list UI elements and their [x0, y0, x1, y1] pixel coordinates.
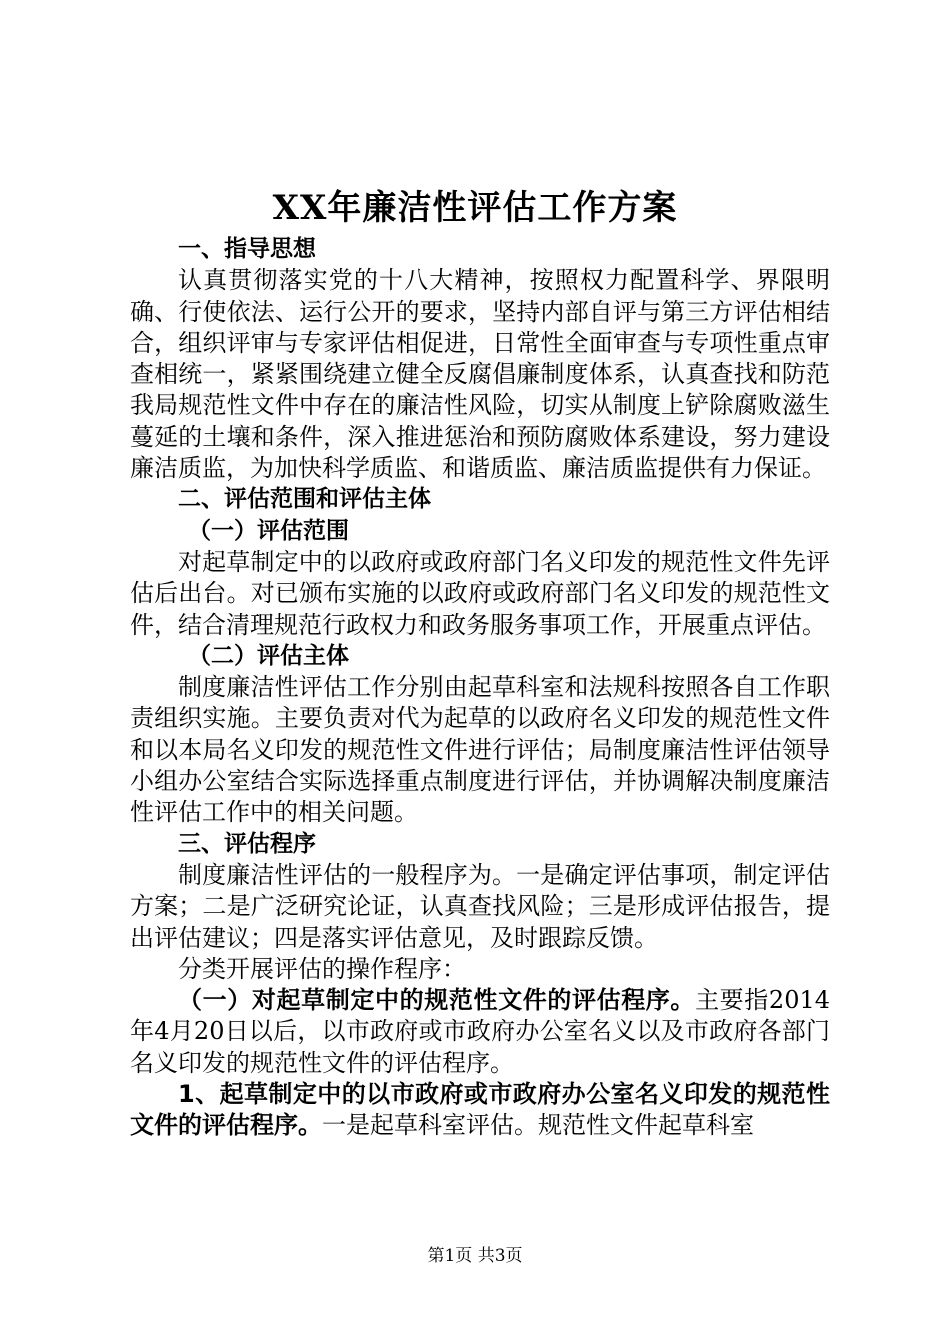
section-heading-procedure: 三、评估程序	[178, 830, 316, 857]
paragraph-scope: 对起草制定中的以政府或政府部门名义印发的规范性文件先评估后出台。对已颁布实施的以政府或政府部门名义印发的规范性文件，结合清理规范行政权力和政务服务事项工作，开展重点评估。	[130, 547, 830, 639]
paragraph-procedure-municipal	[130, 1079, 830, 1142]
subsection-heading-subject: （二）评估主体	[188, 642, 349, 669]
paragraph-guiding-thought: 认真贯彻落实党的十八大精神，按照权力配置科学、界限明确、行使依法、运行公开的要求，坚持内部自评与第三方评估相结合，组织评审与专家评估相促进，日常性全面审查与专项性重点审查相统一，紧紧围绕建立健全反腐倡廉制度体系，认真查找和防范我局规范性文件中存在的廉洁性风险，切实从制度上铲除腐败滋生蔓延的土壤和条件，深入推进惩治和预防腐败体系建设，努力建设廉洁质监，为加快科学质监、和谐质监、廉洁质监提供有力保证。	[130, 266, 830, 483]
subsection-heading-scope: （一）评估范围	[188, 517, 349, 544]
paragraph-procedure-general: 制度廉洁性评估的一般程序为。一是确定评估事项，制定评估方案；二是广泛研究论证，认真查找风险；三是形成评估报告，提出评估建议；四是落实评估意见，及时跟踪反馈。	[130, 860, 830, 952]
section-heading-guiding-thought: 一、指导思想	[178, 236, 316, 262]
paragraph-procedure-drafting	[130, 985, 830, 1079]
paragraph-rest: 一是起草科室评估。规范性文件起草科室	[322, 1111, 754, 1140]
document-title: XX年廉洁性评估工作方案	[272, 188, 678, 228]
paragraph-rest: 主要指2014年4月20日以后，以市政府或市政府办公室名义以及市政府各部门名义印发的规范性文件的评估程序。	[130, 986, 831, 1077]
paragraph-lead-bold: （一）对起草制定中的规范性文件的评估程序。	[178, 986, 696, 1015]
paragraph-procedure-intro: 分类开展评估的操作程序：	[178, 954, 466, 983]
paragraph-lead-bold: 1、起草制定中的以市政府或市政府办公室名义印发的规范性文件的评估程序。	[130, 1080, 830, 1140]
paragraph-subject: 制度廉洁性评估工作分别由起草科室和法规科按照各自工作职责组织实施。主要负责对代为起草的以政府名义印发的规范性文件和以本局名义印发的规范性文件进行评估；局制度廉洁性评估领导小组办公室结合实际选择重点制度进行评估，并协调解决制度廉洁性评估工作中的相关问题。	[130, 673, 830, 827]
document-body	[130, 234, 830, 1142]
section-heading-scope-and-subject: 二、评估范围和评估主体	[178, 486, 431, 513]
page-number: 第1页 共3页	[427, 1246, 523, 1266]
